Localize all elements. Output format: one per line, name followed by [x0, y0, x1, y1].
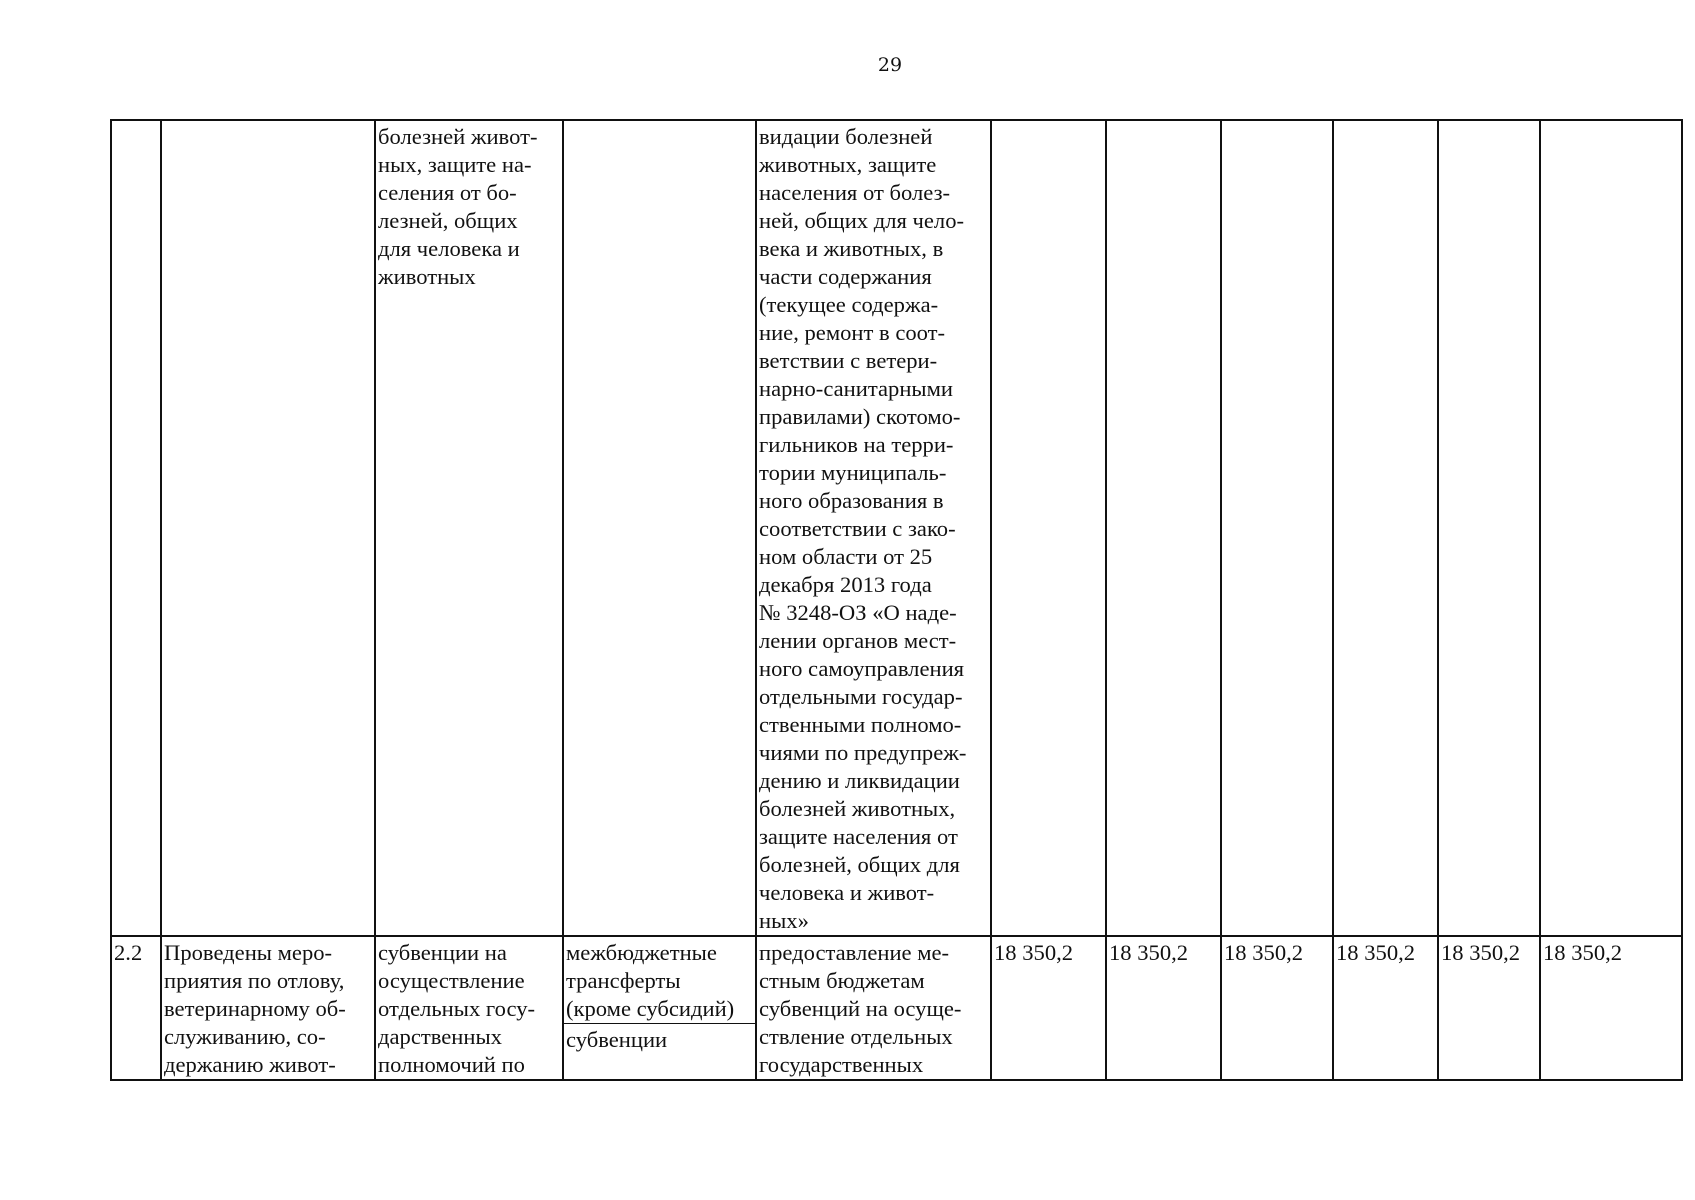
text-line: части содержания [759, 264, 932, 289]
amount-cell: 18 350,2 [1540, 936, 1682, 1080]
text-line: болезней живот- [378, 124, 538, 149]
expense-type-cell [563, 120, 756, 936]
result-cell [161, 936, 375, 1080]
amount-cell: 18 350,2 [1333, 936, 1438, 1080]
text-line: межбюджетные [566, 940, 717, 965]
text-line: чиями по предупреж- [759, 740, 967, 765]
text-line: субвенции [566, 1027, 668, 1052]
row-number-cell [111, 120, 161, 936]
text-line: населения от болез- [759, 180, 951, 205]
text-line: Проведены меро- [164, 940, 333, 965]
text-line: ных, защите на- [378, 152, 532, 177]
text-line: субвенций на осуще- [759, 996, 962, 1021]
table-row [111, 120, 1682, 936]
text-line: селения от бо- [378, 180, 517, 205]
text-line: дарственных [378, 1024, 502, 1049]
text-line: ние, ремонт в соот- [759, 320, 946, 345]
text-line: соответствии с зако- [759, 516, 956, 541]
text-line: предоставление ме- [759, 940, 950, 965]
purpose-cell [756, 120, 991, 936]
text-line: ветеринарному об- [164, 996, 346, 1021]
text-line: правилами) скотомо- [759, 404, 961, 429]
text-line: ном области от 25 [759, 544, 933, 569]
text-line: ного самоуправления [759, 656, 965, 681]
text-line: осуществление [378, 968, 525, 993]
text-line: лезней, общих [378, 208, 518, 233]
text-line: дению и ликвидации [759, 768, 960, 793]
text-line: болезней, общих для [759, 852, 960, 877]
text-line: ней, общих для чело- [759, 208, 965, 233]
text-line: нарно-санитарными [759, 376, 953, 401]
result-cell [161, 120, 375, 936]
text-line: стным бюджетам [759, 968, 925, 993]
text-line: ных» [759, 908, 809, 933]
text-line: для человека и [378, 236, 520, 261]
amount-cell [1540, 120, 1682, 936]
text-line: тории муниципаль- [759, 460, 947, 485]
budget-table [110, 119, 1683, 1081]
text-line: отдельных госу- [378, 996, 536, 1021]
text-line: видации болезней [759, 124, 933, 149]
text-line: держанию живот- [164, 1052, 336, 1077]
text-line: декабря 2013 года [759, 572, 932, 597]
page-number: 29 [877, 54, 903, 76]
text-line: защите населения от [759, 824, 958, 849]
text-line: гильников на терри- [759, 432, 954, 457]
amount-cell: 18 350,2 [1106, 936, 1221, 1080]
text-line: человека и живот- [759, 880, 935, 905]
text-line: ветствии с ветери- [759, 348, 938, 373]
text-line: (текущее содержа- [759, 292, 939, 317]
text-line: ного образования в [759, 488, 944, 513]
amount-cell [1106, 120, 1221, 936]
text-line: животных, защите [759, 152, 937, 177]
text-line: приятия по отлову, [164, 968, 345, 993]
text-line: ственными полномо- [759, 712, 962, 737]
text-line: лении органов мест- [759, 628, 957, 653]
text-line: № 3248-ОЗ «О наде- [759, 600, 957, 625]
text-line: полномочий по [378, 1052, 525, 1077]
text-line: животных [378, 264, 476, 289]
purpose-cell [756, 936, 991, 1080]
amount-cell: 18 350,2 [1438, 936, 1540, 1080]
amount-cell [991, 120, 1106, 936]
direction-cell [375, 120, 563, 936]
text-line: служиванию, со- [164, 1024, 326, 1049]
text-line: отдельными государ- [759, 684, 963, 709]
text-line: трансферты [566, 968, 681, 993]
amount-cell [1221, 120, 1333, 936]
direction-cell [375, 936, 563, 1080]
text-line: болезней животных, [759, 796, 956, 821]
expense-type-cell [563, 936, 756, 1080]
row-number-cell: 2.2 [111, 936, 161, 1080]
amount-cell: 18 350,2 [991, 936, 1106, 1080]
expense-type-transfers [564, 937, 755, 1024]
amount-cell [1333, 120, 1438, 936]
text-line: века и животных, в [759, 236, 944, 261]
text-line: (кроме субсидий) [566, 996, 735, 1021]
table-row [111, 936, 1682, 1080]
text-line: ствление отдельных [759, 1024, 953, 1049]
amount-cell [1438, 120, 1540, 936]
text-line: субвенции на [378, 940, 507, 965]
text-line: государственных [759, 1052, 924, 1077]
amount-cell: 18 350,2 [1221, 936, 1333, 1080]
expense-type-subventions [564, 1024, 755, 1054]
